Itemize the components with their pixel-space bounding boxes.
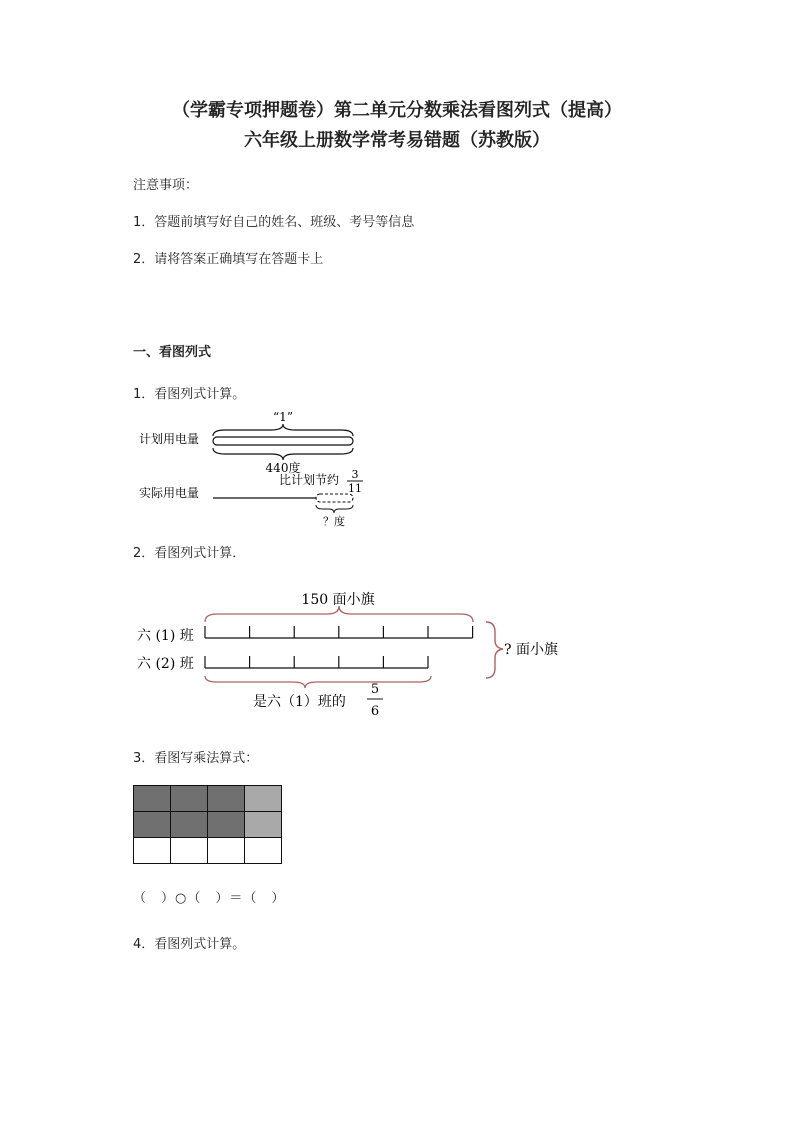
grid-cell — [245, 812, 282, 838]
relation-text: 是六（1）班的 — [253, 694, 346, 710]
notice-item-2: 2．请将答案正确填写在答题卡上 — [133, 252, 324, 267]
grid-cell — [171, 812, 208, 838]
question-2-figure — [133, 582, 573, 722]
grid-row — [134, 838, 282, 864]
grid-cell — [171, 838, 208, 864]
unknown-brace — [316, 505, 353, 513]
row-2-bar — [205, 656, 428, 668]
actual-label: 实际用电量 — [139, 486, 200, 500]
question-1-figure — [133, 412, 373, 530]
row-1-bar — [205, 626, 473, 638]
answer-blanks: （ ）○（ ）＝（ ） — [133, 891, 286, 906]
planned-bar — [213, 437, 353, 445]
right-brace — [486, 622, 503, 678]
notice-item-1: 1．答题前填写好自己的姓名、班级、考号等信息 — [133, 215, 415, 230]
question-4-prompt: 4．看图列式计算。 — [133, 937, 246, 952]
planned-label: 计划用电量 — [139, 432, 200, 446]
page-title: （学霸专项押题卷）第二单元分数乘法看图列式（提高） — [172, 100, 622, 121]
section-heading: 一、看图列式 — [133, 345, 212, 360]
relation-fraction-denominator: 6 — [370, 704, 380, 719]
total-label: 150 面小旗 — [301, 592, 375, 608]
row-1-label: 六 (1) 班 — [137, 628, 194, 644]
saving-fraction-denominator: 11 — [348, 482, 362, 495]
notice-heading: 注意事项： — [133, 178, 199, 193]
grid-cell — [245, 838, 282, 864]
top-brace — [213, 424, 353, 436]
grid-cell — [171, 786, 208, 812]
unit-one-label: “1” — [273, 412, 293, 424]
grid-cell — [245, 786, 282, 812]
fraction-grid — [133, 785, 282, 864]
grid-cell — [134, 786, 171, 812]
bottom-brace — [213, 448, 353, 460]
total-label: 440度 — [265, 461, 301, 475]
question-1-prompt: 1．看图列式计算。 — [133, 387, 246, 402]
grid-row — [134, 812, 282, 838]
bottom-brace — [205, 676, 431, 688]
saving-text: 比计划节约 — [279, 473, 340, 487]
top-brace — [205, 606, 473, 622]
question-2-prompt: 2．看图列式计算． — [133, 546, 246, 561]
row-2-label: 六 (2) 班 — [137, 656, 194, 672]
saving-fraction-numerator: 3 — [351, 468, 359, 481]
unknown-label: ？度 — [323, 515, 345, 528]
grid-cell — [134, 812, 171, 838]
grid-row — [134, 786, 282, 812]
saving-segment — [316, 494, 353, 502]
unknown-label: ? 面小旗 — [504, 642, 558, 658]
grid-cell — [134, 838, 171, 864]
question-3-prompt: 3．看图写乘法算式： — [133, 751, 259, 766]
grid-cell — [208, 838, 245, 864]
grid-cell — [208, 812, 245, 838]
page-subtitle: 六年级上册数学常考易错题（苏教版） — [244, 130, 550, 151]
relation-fraction-numerator: 5 — [370, 682, 380, 697]
grid-cell — [208, 786, 245, 812]
